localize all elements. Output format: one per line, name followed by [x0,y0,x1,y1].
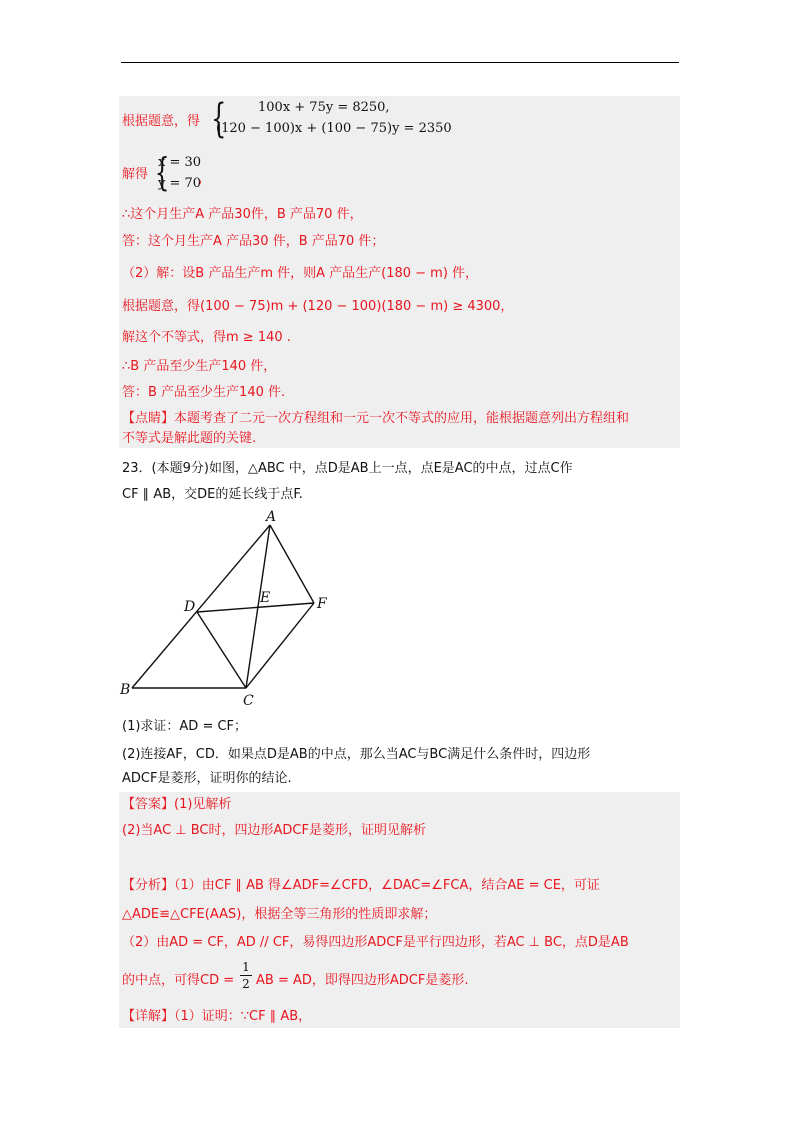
solution-x: x = 30 [158,155,202,170]
solution-brace: { [154,150,170,194]
answer-part-1: 【答案】(1)见解析 [122,797,232,812]
system-intro: 根据题意，得 [122,114,201,129]
equation-2: (120 − 100)x + (100 − 75)y = 2350 [216,121,452,136]
question-1: (1)求证：AD = CF； [122,719,248,734]
question-2-line-2: ADCF是菱形，证明你的结论. [122,771,292,786]
label-C: C [243,693,254,709]
analysis-line-3: （2）由AD = CF，AD // CF，易得四边形ADCF是平行四边形，若AC ⊥ BC，点D是AB [122,935,629,950]
part2-inequality: 根据题意，得(100 − 75)m + (120 − 100)(180 − m) ≥ 4300， [122,299,514,314]
segment-DC [197,612,246,688]
analysis-line-4-start: 的中点，可得CD = [122,973,235,988]
label-B: B [120,682,131,698]
answer-part-2: (2)当AC ⊥ BC时，四边形ADCF是菱形，证明见解析 [122,823,426,838]
comment-line-1: 【点睛】本题考查了二元一次方程组和一元一次不等式的应用，能根据题意列出方程组和 [122,411,630,426]
fraction-bar [240,975,252,976]
solution-y: y = 70 [158,176,202,191]
problem-stem-2: CF ∥ AB，交DE的延长线于点F. [122,487,303,502]
solve-intro: 解得 [122,167,149,182]
header-rule [121,62,679,63]
geometry-figure [110,505,350,710]
solution-comma: ， [198,171,212,186]
label-F: F [317,596,327,612]
detail-line-1: 【详解】（1）证明：∵CF ∥ AB， [122,1009,312,1024]
answer-1: 答：这个月生产A 产品30 件，B 产品70 件； [122,234,385,249]
part2-solve: 解这个不等式，得m ≥ 140 . [122,330,291,345]
fraction-one-half [240,960,252,991]
therefore-2: ∴B 产品至少生产140 件， [122,359,277,374]
answer-2: 答：B 产品至少生产140 件. [122,385,286,400]
label-A: A [266,509,277,525]
label-D: D [184,599,196,615]
analysis-line-1: 【分析】（1）由CF ∥ AB 得∠ADF=∠CFD，∠DAC=∠FCA，结合AE = CE，可证 [122,878,600,893]
segment-DF [197,603,314,612]
equation-1: 100x + 75y = 8250, [258,100,390,115]
comment-line-2: 不等式是解此题的关键. [122,431,257,446]
question-2-line-1: (2)连接AF，CD．如果点D是AB的中点，那么当AC与BC满足什么条件时，四边形 [122,747,591,762]
problem-stem-1: 23．(本题9分)如图，△ABC 中，点D是AB上一点，点E是AC的中点，过点C作 [122,461,573,476]
label-E: E [260,590,271,606]
part2-setup: （2）解：设B 产品生产m 件，则A 产品生产(180 − m) 件， [122,266,479,281]
therefore-1: ∴这个月生产A 产品30件，B 产品70 件， [122,207,363,222]
segment-AF [270,525,314,603]
fraction-denominator: 2 [242,977,250,991]
analysis-line-4-end: AB = AD，即得四边形ADCF是菱形. [256,973,469,988]
analysis-line-2: △ADE≌△CFE(AAS)，根据全等三角形的性质即求解； [122,907,437,922]
system-brace: { [211,96,227,142]
fraction-numerator: 1 [242,960,250,974]
